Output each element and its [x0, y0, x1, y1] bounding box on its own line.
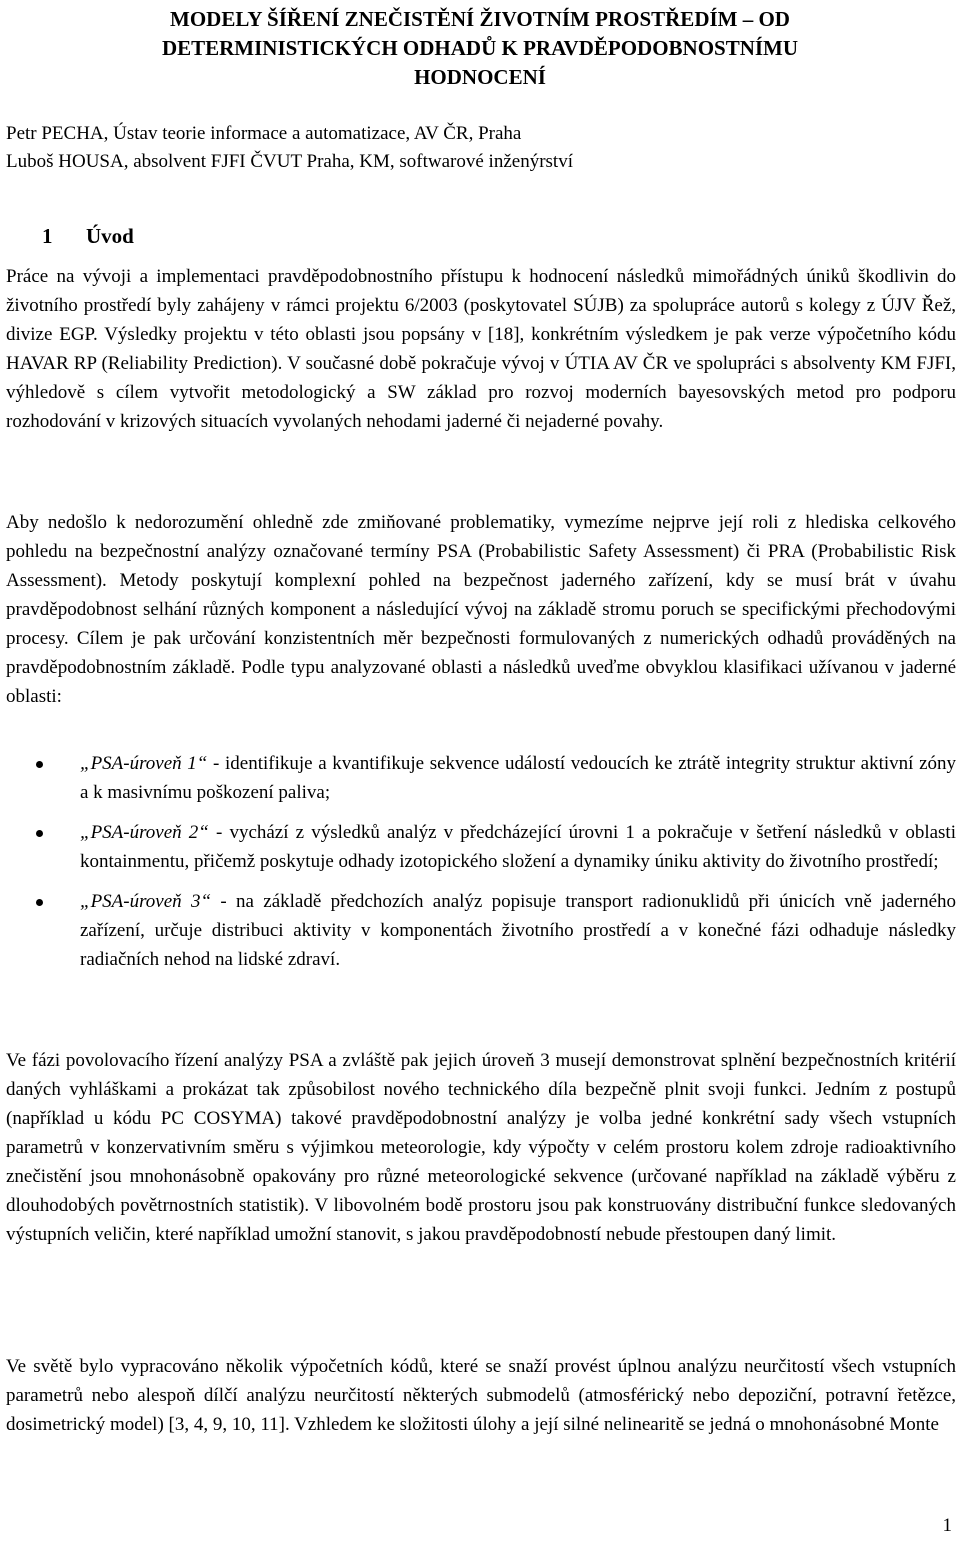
paragraph-licensing: Ve fázi povolovacího řízení analýzy PSA a zvláště pak jejich úroveň 3 musejí demonstrovat splnění bezpečnostních kritérií daných vyhláškami a prokázat tak způsobilost nového technického díla bezpečně plnit svoji funkci. Jedním z postupů (například u kódu PC COSYMA) takové pravděpodobnostní analýzy je volba jedné konkrétní sady všech vstupních parametrů v konzervativním směru s výjimkou meteorologie, kdy výpočty v celém prostoru kolem zdroje radioaktivního znečistění jsou mnohonásobně opakovány pro různé meteorologické sekvence (určované například na základě výběru z dlouhodobých povětrnostních statistik). V libovolném bodě prostoru jsou pak konstruovány distribuční funkce sledovaných výstupních veličin, které například umožní stanovit, s jakou pravděpodobností nebude přestoupen daný limit.	[6, 1050, 956, 1245]
author-line: Luboš HOUSA, absolvent FJFI ČVUT Praha, KM, softwarové inženýrství	[6, 151, 573, 172]
list-item	[0, 749, 960, 807]
paper-title	[0, 5, 960, 92]
paragraph-intro: Práce na vývoji a implementaci pravděpodobnostního přístupu k hodnocení následků mimořádných úniků škodlivin do životního prostředí byly zahájeny v rámci projektu 6/2003 (poskytovatel SÚJB) za spolupráce autorů s kolegy z ÚJV Řež, divize EGP. Výsledky projektu v této oblasti jsou popsány v [18], konkrétním výsledkem je pak verze výpočetního kódu HAVAR RP (Reliability Prediction). V současné době pokračuje vývoj v ÚTIA AV ČR ve spolupráci s absolventy KM FJFI, výhledově s cílem vytvořit metodologický a SW základ pro rozvoj moderních bayesovských metod pro podporu rozhodování v krizových situacích vyvolaných nehodami jaderné či nejaderné povahy.	[6, 266, 956, 432]
paragraph-psa-definition: Aby nedošlo k nedorozumění ohledně zde zmiňované problematiky, vymezíme nejprve její roli z hlediska celkového pohledu na bezpečnostní analýzy označované termíny PSA (Probabilistic Safety Assessment) či PRA (Probabilistic Risk Assessment). Metody poskytují komplexní pohled na bezpečnost jaderného zařízení, kdy se musí brát v úvahu pravděpodobnost selhání různých komponent a následující vývoj na základě stromu poruch se specifickými přechodovými procesy. Cílem je pak určování konzistentních měr bezpečnosti formulovaných z numerických odhadů prováděných na pravděpodobnostním základě. Podle typu analyzované oblasti a následků uveďme obvyklou klasifikaci užívanou v jaderné oblasti:	[6, 512, 956, 707]
list-item	[0, 887, 960, 974]
bullet-icon	[36, 899, 43, 906]
paragraph-uncertainty-codes: Ve světě bylo vypracováno několik výpočetních kódů, které se snaží provést úplnou analýzu neurčitostí všech vstupních parametrů nebo alespoň dílčí analýzu neurčitostí některých submodelů (atmosférický nebo depoziční, potravní řetězce, dosimetrický model) [3, 4, 9, 10, 11]. Vzhledem ke složitosti úlohy a její silné nelinearitě se jedná o mnohonásobné Monte	[6, 1356, 956, 1435]
section-title: Úvod	[86, 224, 134, 248]
author-line: Petr PECHA, Ústav teorie informace a automatizace, AV ČR, Praha	[6, 123, 522, 144]
list-item	[0, 818, 960, 876]
page-number: 1	[942, 1515, 952, 1536]
section-heading	[42, 222, 134, 250]
psa-level-label: „PSA-úroveň 3“	[80, 891, 212, 912]
psa-level-text: - vychází z výsledků analýz v předcházející úrovni 1 a pokračuje v šetření následků v oblasti kontainmentu, přičemž poskytuje odhady izotopického složení a dynamiky úniku aktivity do životního prostředí;	[80, 822, 956, 872]
psa-level-label: „PSA-úroveň 2“	[80, 822, 209, 843]
title-line-2: DETERMINISTICKÝCH ODHADŮ K PRAVDĚPODOBNOSTNÍMU	[161, 36, 799, 60]
section-number: 1	[42, 224, 53, 248]
psa-level-label: „PSA-úroveň 1“	[80, 753, 208, 774]
author-list	[6, 120, 573, 176]
title-line-3: HODNOCENÍ	[414, 65, 546, 89]
bullet-icon	[36, 830, 43, 837]
psa-level-list	[0, 749, 960, 974]
bullet-icon	[36, 761, 43, 768]
psa-level-text: - na základě předchozích analýz popisuje transport radionuklidů při únicích vně jaderného zařízení, určuje distribuci aktivity v komponentách životního prostředí a v konečné fázi odhaduje následky radiačních nehod na lidské zdraví.	[80, 891, 957, 970]
title-line-1: MODELY ŠÍŘENÍ ZNEČISTĚNÍ ŽIVOTNÍM PROSTŘEDÍM – OD	[170, 7, 790, 31]
psa-level-text: - identifikuje a kvantifikuje sekvence událostí vedoucích ke ztrátě integrity struktur aktivní zóny a k masivnímu poškození paliva;	[80, 753, 956, 803]
